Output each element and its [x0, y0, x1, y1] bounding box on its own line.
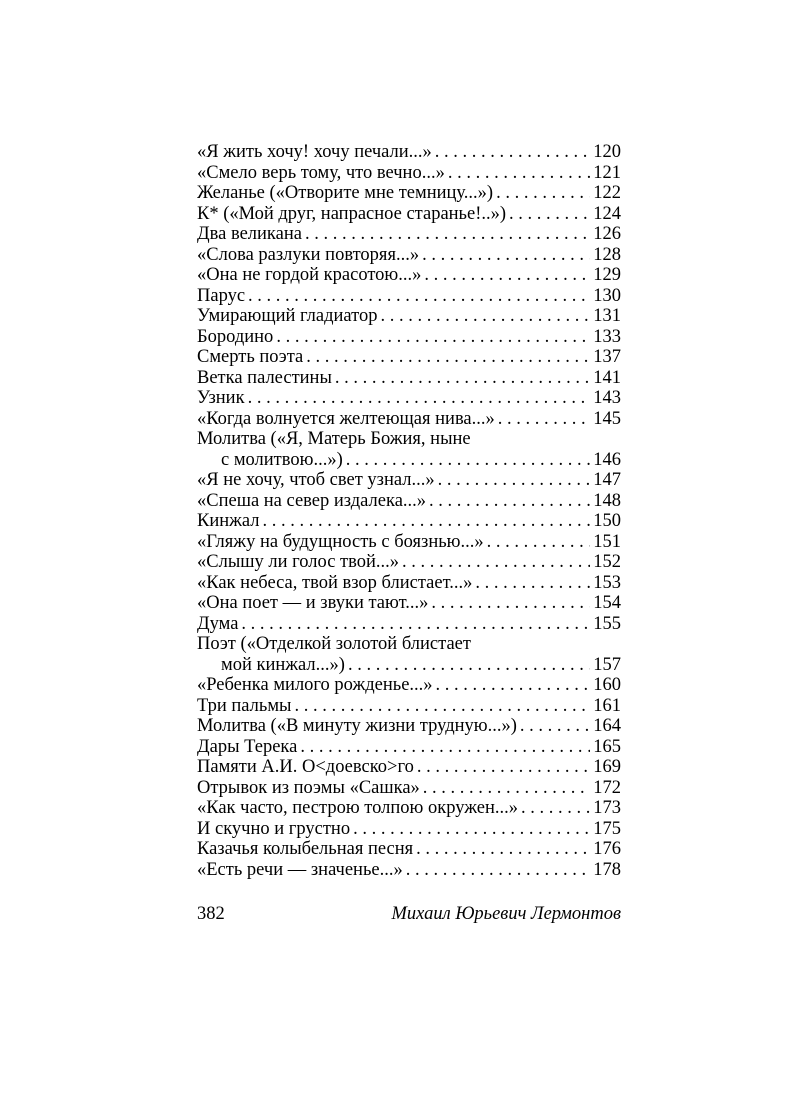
toc-entry-title: «Смело верь тому, что вечно...»	[197, 162, 445, 183]
toc-entry-title: Умирающий гладиатор	[197, 306, 378, 326]
toc-entry-row	[197, 286, 621, 307]
toc-entry-title: К* («Мой друг, напрасное старанье!..»)	[197, 203, 507, 224]
toc-entry-page: 133	[593, 326, 621, 347]
dot-leader	[346, 450, 591, 471]
dot-leader	[305, 224, 590, 245]
toc-entry-page: 178	[593, 859, 621, 880]
toc-entry-page: 165	[593, 736, 621, 757]
toc-entry-row	[197, 819, 621, 840]
toc-entry-title: Ветка палестины	[197, 367, 332, 388]
dot-leader	[475, 573, 590, 594]
toc-entry-row	[197, 450, 621, 471]
toc-entry-page: 129	[593, 265, 621, 285]
toc-entry-first-line: Поэт («Отделкой золотой блистает	[197, 634, 471, 654]
toc-entry-title: Дума	[197, 613, 239, 634]
dot-leader	[487, 532, 591, 553]
toc-entry-row	[197, 757, 621, 778]
toc-entry	[197, 798, 621, 819]
toc-entry-page: 145	[593, 408, 621, 429]
toc-entry-page: 153	[593, 572, 621, 593]
toc-entry-row	[197, 716, 621, 737]
dot-leader	[353, 819, 590, 840]
running-author: Михаил Юрьевич Лермонтов	[391, 904, 621, 924]
toc-entry-title: «Как небеса, твой взор блистает...»	[197, 572, 473, 593]
toc-entry-row	[197, 839, 621, 860]
dot-leader	[406, 860, 591, 881]
dot-leader	[294, 696, 590, 717]
dot-leader	[435, 142, 590, 163]
toc-entry-page: 143	[593, 388, 621, 408]
toc-entry-row	[197, 552, 621, 573]
toc-entry-title: «Как часто, пестрою толпою окружен...»	[197, 798, 518, 818]
toc-entry-row	[197, 224, 621, 245]
toc-entry-title: мой кинжал...»)	[221, 654, 345, 675]
toc-entry	[197, 286, 621, 307]
toc-entry-title: Смерть поэта	[197, 347, 304, 367]
dot-leader	[306, 347, 590, 368]
toc-entry-row	[197, 306, 621, 327]
toc-entry-title: Узник	[197, 388, 245, 408]
toc-entry	[197, 573, 621, 594]
toc-entry-row	[197, 245, 621, 266]
toc-entry-title: Памяти А.И. О<доевско>го	[197, 757, 414, 777]
toc-entry-page: 160	[593, 675, 621, 695]
page-footer	[197, 904, 621, 925]
toc-entry-page: 176	[593, 839, 621, 859]
toc-entry-row	[197, 573, 621, 594]
toc-entry	[197, 532, 621, 553]
toc-entry-page: 151	[593, 531, 621, 552]
dot-leader	[424, 265, 590, 286]
dot-leader	[422, 245, 590, 266]
toc-entry-page: 154	[593, 593, 621, 613]
dot-leader	[416, 839, 590, 860]
toc-entry	[197, 388, 621, 409]
toc-entry	[197, 675, 621, 696]
toc-entry	[197, 696, 621, 717]
toc-entry-row	[197, 614, 621, 635]
toc-entry-title: «Слышу ли голос твой...»	[197, 552, 400, 572]
toc-entry-row	[197, 265, 621, 286]
toc-entry-title: «Она не гордой красотою...»	[197, 265, 422, 285]
toc-entry-page: 141	[593, 367, 621, 388]
toc-entry-row	[197, 204, 621, 225]
toc-entry	[197, 409, 621, 430]
toc-entry-page: 131	[593, 306, 621, 326]
toc-entry	[197, 163, 621, 184]
toc-entry-page: 146	[593, 449, 621, 470]
toc-entry-title: «Когда волнуется желтеющая нива...»	[197, 408, 495, 429]
toc-entry	[197, 614, 621, 635]
toc-entry	[197, 552, 621, 573]
toc-entry	[197, 839, 621, 860]
dot-leader	[263, 511, 591, 532]
toc-entry	[197, 470, 621, 491]
toc-entry-row	[197, 655, 621, 676]
toc-entry-page: 126	[593, 224, 621, 244]
dot-leader	[402, 552, 590, 573]
toc-entry-title: «Слова разлуки повторяя...»	[197, 244, 420, 265]
toc-entry-row	[197, 347, 621, 368]
toc-entry-page: 161	[593, 695, 621, 716]
toc-entry-row	[197, 368, 621, 389]
dot-leader	[521, 798, 590, 819]
toc-entry	[197, 737, 621, 758]
toc-entry-title: «Спеша на север издалека...»	[197, 490, 427, 511]
toc-entry-title: «Есть речи — значенье...»	[197, 859, 403, 880]
toc-entry	[197, 306, 621, 327]
toc-entry-row	[197, 409, 621, 430]
toc-entry	[197, 716, 621, 737]
toc-entry-title: Казачья колыбельная песня	[197, 839, 414, 859]
dot-leader	[417, 757, 590, 778]
toc-entry-page: 157	[593, 654, 621, 675]
toc-entry	[197, 757, 621, 778]
toc-entry-page: 121	[593, 162, 621, 183]
toc-entry-row	[197, 798, 621, 819]
toc-entry-page: 120	[593, 142, 621, 162]
dot-leader	[423, 778, 590, 799]
dot-leader	[436, 675, 591, 696]
toc-entry-title: Бородино	[197, 326, 274, 347]
toc-entry-title: Три пальмы	[197, 695, 292, 716]
toc-entry	[197, 265, 621, 286]
toc-entry-page: 150	[593, 511, 621, 531]
toc-entry	[197, 634, 621, 675]
toc-entry-title: «Гляжу на будущность с боязнью...»	[197, 531, 484, 552]
toc-entry	[197, 327, 621, 348]
toc-entry	[197, 142, 621, 163]
dot-leader	[335, 368, 590, 389]
toc-entry	[197, 491, 621, 512]
dot-leader	[276, 327, 590, 348]
toc-entry-row	[197, 183, 621, 204]
toc-entry-row	[197, 388, 621, 409]
toc-entry	[197, 204, 621, 225]
toc-entry-page: 147	[593, 470, 621, 490]
toc-entry	[197, 819, 621, 840]
toc-entry-title: «Я не хочу, чтоб свет узнал...»	[197, 470, 435, 490]
toc-entry-title: Два великана	[197, 224, 302, 244]
toc-entry-row	[197, 593, 621, 614]
toc-entry	[197, 183, 621, 204]
toc-entry-row	[197, 491, 621, 512]
page-number: 382	[197, 904, 225, 924]
toc-entry-row	[197, 675, 621, 696]
toc-entry	[197, 368, 621, 389]
table-of-contents	[197, 142, 621, 880]
dot-leader	[498, 409, 590, 430]
toc-entry-page: 148	[593, 490, 621, 511]
toc-entry-page: 155	[593, 613, 621, 634]
toc-entry-first-line: Молитва («Я, Матерь Божия, ныне	[197, 429, 471, 449]
toc-entry-title: «Я жить хочу! хочу печали...»	[197, 142, 432, 162]
dot-leader	[431, 593, 590, 614]
toc-entry	[197, 347, 621, 368]
toc-entry-page: 128	[593, 244, 621, 265]
toc-entry	[197, 224, 621, 245]
toc-entry-row	[197, 778, 621, 799]
toc-entry-page: 175	[593, 818, 621, 839]
toc-entry-page: 137	[593, 347, 621, 367]
dot-leader	[438, 470, 591, 491]
toc-entry-row	[197, 737, 621, 758]
toc-entry-title: Отрывок из поэмы «Сашка»	[197, 777, 420, 798]
toc-entry-row	[197, 860, 621, 881]
dot-leader	[509, 204, 590, 225]
toc-entry-row	[197, 696, 621, 717]
toc-entry	[197, 511, 621, 532]
toc-entry-row	[197, 470, 621, 491]
toc-entry-page: 173	[593, 798, 621, 818]
toc-entry-row	[197, 163, 621, 184]
dot-leader	[300, 737, 590, 758]
toc-entry-title: И скучно и грустно	[197, 818, 351, 839]
toc-entry-page: 124	[593, 203, 621, 224]
dot-leader	[248, 286, 590, 307]
toc-entry-title: «Ребенка милого рожденье...»	[197, 675, 433, 695]
toc-entry	[197, 245, 621, 266]
toc-entry-title: Кинжал	[197, 511, 260, 531]
toc-entry-title: Дары Терека	[197, 736, 298, 757]
toc-entry	[197, 778, 621, 799]
toc-entry-row	[197, 142, 621, 163]
dot-leader	[381, 306, 591, 327]
dot-leader	[348, 655, 590, 676]
toc-entry	[197, 593, 621, 614]
dot-leader	[520, 716, 590, 737]
dot-leader	[241, 614, 590, 635]
toc-entry-page: 130	[593, 285, 621, 306]
toc-entry-title: Желанье («Отворите мне темницу...»)	[197, 183, 494, 203]
toc-entry-title: Парус	[197, 285, 246, 306]
toc-entry-page: 169	[593, 757, 621, 777]
toc-entry	[197, 860, 621, 881]
toc-entry-page: 172	[593, 777, 621, 798]
toc-entry-title: с молитвою...»)	[221, 449, 343, 470]
dot-leader	[248, 388, 591, 409]
dot-leader	[448, 163, 590, 184]
toc-entry-row	[197, 327, 621, 348]
toc-entry-page: 122	[593, 183, 621, 203]
toc-entry-title: «Она поет — и звуки тают...»	[197, 593, 429, 613]
toc-entry-page: 164	[593, 716, 621, 736]
toc-entry-title: Молитва («В минуту жизни трудную...»)	[197, 716, 517, 736]
dot-leader	[496, 183, 590, 204]
dot-leader	[429, 491, 590, 512]
toc-entry	[197, 429, 621, 470]
toc-entry-row	[197, 511, 621, 532]
toc-entry-row	[197, 532, 621, 553]
toc-entry-page: 152	[593, 552, 621, 572]
